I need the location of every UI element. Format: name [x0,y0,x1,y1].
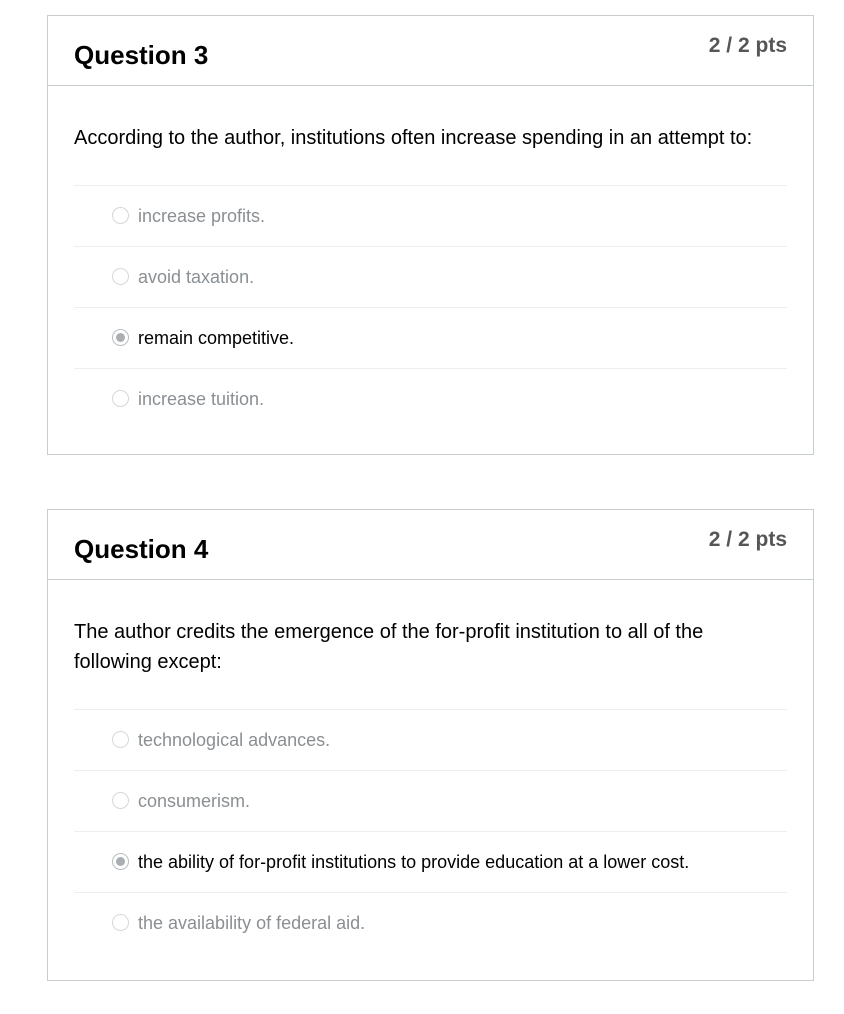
question-body [48,86,813,430]
question-title: Question 3 [74,40,209,70]
radio-button[interactable] [112,390,129,407]
answer-label: increase profits. [138,206,266,226]
answer-option[interactable] [74,247,787,308]
answer-list [74,709,787,954]
radio-button[interactable] [112,207,129,224]
radio-button-checked[interactable] [112,853,129,870]
answer-option[interactable] [74,186,787,247]
radio-button-checked[interactable] [112,329,129,346]
answer-list [74,185,787,430]
radio-button[interactable] [112,731,129,748]
answer-label: avoid taxation. [138,267,255,287]
answer-label: the ability of for-profit institutions to provide education at a lower cost. [138,852,690,872]
answer-label: remain competitive. [138,328,295,348]
answer-option[interactable] [74,369,787,430]
question-points: 2 / 2 pts [708,528,787,551]
radio-button[interactable] [112,914,129,931]
radio-button[interactable] [112,792,129,809]
question-title: Question 4 [74,534,209,564]
answer-option[interactable] [74,893,787,954]
answer-option[interactable] [74,771,787,832]
question-card-3 [47,15,814,455]
answer-option-selected[interactable] [74,832,787,893]
question-text: According to the author, institutions often increase spending in an attempt to: [74,127,753,149]
answer-label: increase tuition. [138,389,265,409]
question-header [48,510,813,580]
question-card-4 [47,509,814,981]
question-body [48,580,813,954]
answer-option[interactable] [74,710,787,771]
question-header [48,16,813,86]
answer-label: the availability of federal aid. [138,913,366,933]
answer-label: technological advances. [138,730,331,750]
answer-option-selected[interactable] [74,308,787,369]
question-points: 2 / 2 pts [708,34,787,57]
question-text: The author credits the emergence of the for-profit institution to all of the following except: [74,621,704,673]
answer-label: consumerism. [138,791,251,811]
radio-button[interactable] [112,268,129,285]
